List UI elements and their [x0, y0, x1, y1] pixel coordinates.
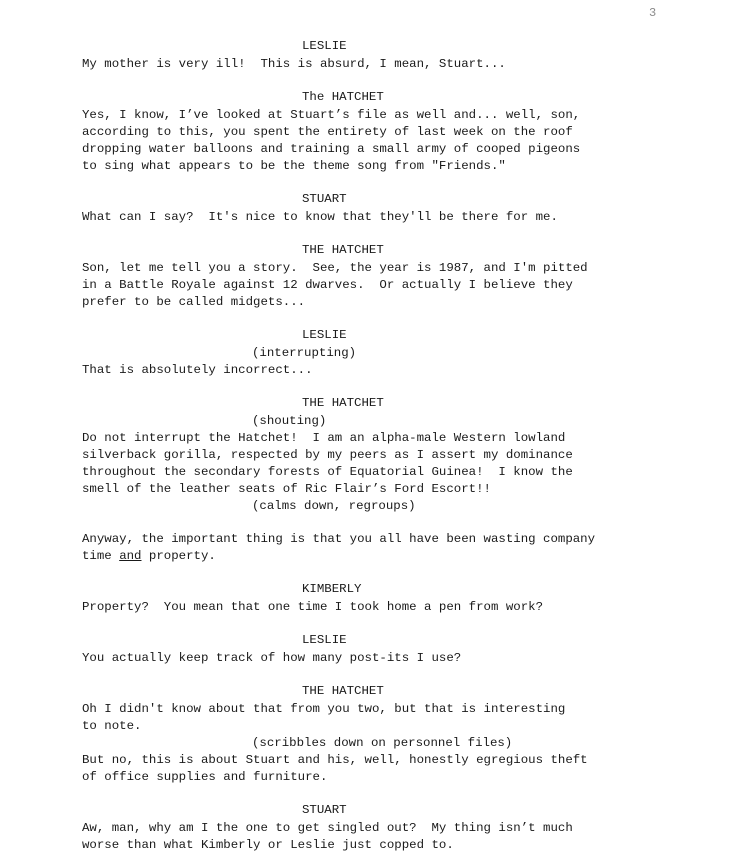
line-spacer	[82, 515, 672, 531]
dialogue-line: Son, let me tell you a story. See, the year is 1987, and I'm pitted	[82, 261, 588, 275]
dialogue-line	[82, 548, 672, 565]
character-name: LESLIE	[302, 633, 347, 647]
parenthetical: (calms down, regroups)	[252, 499, 416, 513]
character-name: The HATCHET	[302, 90, 384, 104]
dialogue-fragment: time	[82, 549, 120, 563]
dialogue-line: You actually keep track of how many post-its I use?	[82, 651, 462, 665]
dialogue-line: according to this, you spent the entirety of last week on the roof	[82, 125, 573, 139]
dialogue-line: Anyway, the important thing is that you all have been wasting company	[82, 532, 596, 546]
dialogue-line: dropping water balloons and training a small army of cooped pigeons	[82, 142, 581, 156]
character-name: THE HATCHET	[302, 243, 384, 257]
dialogue-line: to sing what appears to be the theme song from "Friends."	[82, 159, 506, 173]
dialogue-line: What can I say? It's nice to know that they'll be there for me.	[82, 210, 558, 224]
underlined-word: and	[119, 549, 142, 563]
parenthetical: (interrupting)	[252, 346, 357, 360]
character-name: STUART	[302, 803, 347, 817]
dialogue-line: in a Battle Royale against 12 dwarves. Or actually I believe they	[82, 278, 573, 292]
dialogue-line: prefer to be called midgets...	[82, 295, 306, 309]
parenthetical: (scribbles down on personnel files)	[252, 736, 513, 750]
character-name: THE HATCHET	[302, 396, 384, 410]
dialogue-line: throughout the secondary forests of Equatorial Guinea! I know the	[82, 465, 573, 479]
dialogue-fragment: property.	[141, 549, 216, 563]
character-name: STUART	[302, 192, 347, 206]
character-name: LESLIE	[302, 328, 347, 342]
character-name: KIMBERLY	[302, 582, 362, 596]
dialogue-line: But no, this is about Stuart and his, well, honestly egregious theft	[82, 753, 588, 767]
dialogue-line: silverback gorilla, respected by my peers as I assert my dominance	[82, 448, 573, 462]
screenplay-body	[82, 38, 672, 854]
dialogue-line: That is absolutely incorrect...	[82, 363, 313, 377]
character-name: THE HATCHET	[302, 684, 384, 698]
dialogue-line: My mother is very ill! This is absurd, I mean, Stuart...	[82, 57, 506, 71]
dialogue-line: Oh I didn't know about that from you two, but that is interesting	[82, 702, 566, 716]
parenthetical: (shouting)	[252, 414, 327, 428]
dialogue-line: Do not interrupt the Hatchet! I am an alpha-male Western lowland	[82, 431, 566, 445]
dialogue-line: Property? You mean that one time I took home a pen from work?	[82, 600, 544, 614]
dialogue-line: to note.	[82, 719, 142, 733]
dialogue-line: worse than what Kimberly or Leslie just copped to.	[82, 838, 454, 852]
dialogue-line: of office supplies and furniture.	[82, 770, 328, 784]
dialogue-line: Yes, I know, I’ve looked at Stuart’s file as well and... well, son,	[82, 108, 581, 122]
character-name: LESLIE	[302, 39, 347, 53]
dialogue-line: smell of the leather seats of Ric Flair’s Ford Escort!!	[82, 482, 491, 496]
dialogue-line: Aw, man, why am I the one to get singled out? My thing isn’t much	[82, 821, 573, 835]
page-number: 3	[649, 6, 657, 20]
